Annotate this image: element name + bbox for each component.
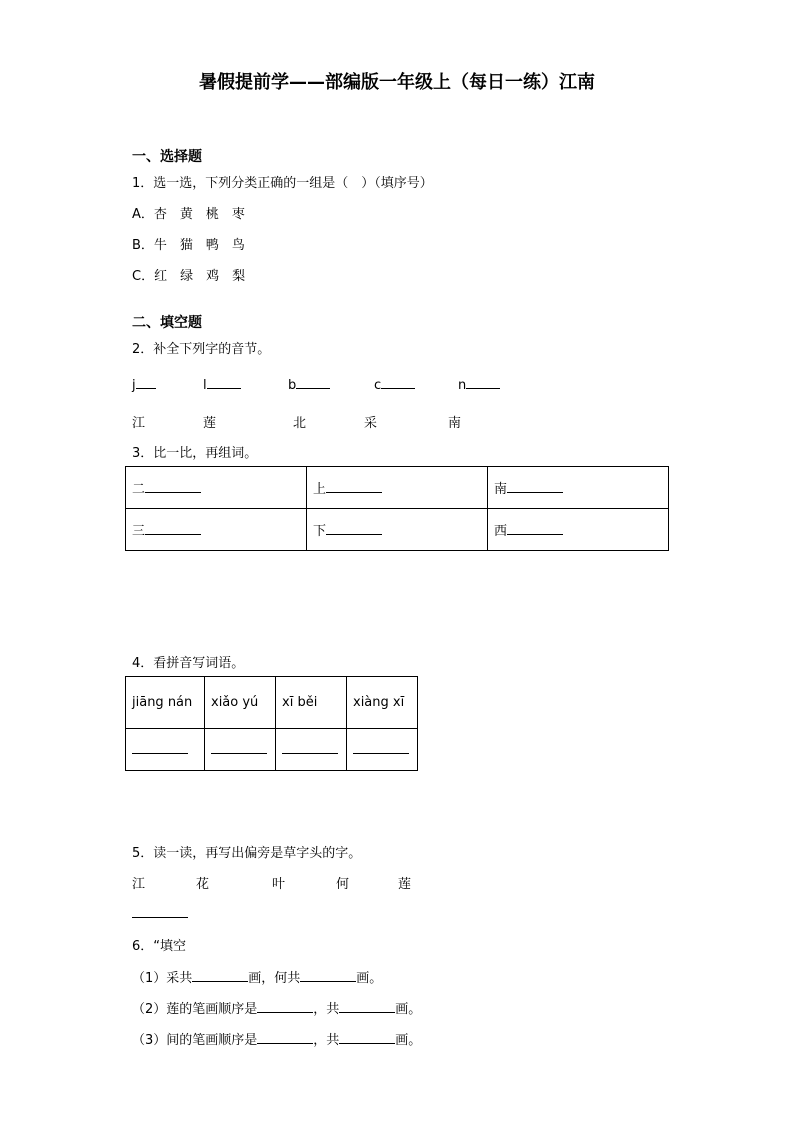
page-title: 暑假提前学——部编版一年级上（每日一练）江南 — [199, 72, 595, 93]
answer-blank[interactable] — [211, 741, 267, 754]
pinyin-cell: xiàng xī — [347, 677, 418, 729]
question-1-stem: 1．选一选，下列分类正确的一组是（ ）（填序号） — [132, 176, 433, 191]
question-5-stem: 5．读一读，再写出偏旁是草字头的字。 — [132, 846, 362, 861]
character: 叶 — [272, 877, 286, 892]
answer-cell — [276, 729, 347, 771]
question-1-option-b: B．牛 猫 鸭 鸟 — [132, 238, 245, 253]
character: 莲 — [203, 416, 217, 431]
answer-blank[interactable] — [136, 376, 156, 389]
table-cell: 西 — [488, 509, 669, 551]
character: 江 — [132, 416, 146, 431]
answer-blank[interactable] — [300, 969, 356, 982]
pinyin-cell: xī běi — [276, 677, 347, 729]
character: 莲 — [398, 877, 412, 892]
answer-blank[interactable] — [339, 1000, 395, 1013]
answer-cell — [347, 729, 418, 771]
question-3-stem: 3．比一比，再组词。 — [132, 446, 258, 461]
question-2-stem: 2．补全下列字的音节。 — [132, 342, 271, 357]
answer-blank[interactable] — [257, 1031, 313, 1044]
pinyin-initial: c — [374, 378, 382, 393]
answer-blank[interactable] — [466, 376, 500, 389]
q6-line-2: （2）莲的笔画顺序是 ，共 画。 — [132, 1002, 422, 1017]
answer-blank[interactable] — [192, 969, 248, 982]
table-cell: 下 — [307, 509, 488, 551]
answer-blank[interactable] — [132, 905, 188, 918]
question-1-option-c: C．红 绿 鸡 梨 — [132, 269, 246, 284]
pinyin-table — [125, 676, 418, 771]
pinyin-item — [374, 376, 415, 393]
question-4-stem: 4．看拼音写词语。 — [132, 656, 245, 671]
answer-blank[interactable] — [145, 480, 201, 493]
answer-blank[interactable] — [507, 480, 563, 493]
character: 北 — [293, 416, 307, 431]
character: 何 — [336, 877, 350, 892]
question-1-option-a: A．杏 黄 桃 枣 — [132, 207, 245, 222]
answer-blank[interactable] — [207, 376, 241, 389]
answer-blank[interactable] — [507, 522, 563, 535]
question-6-stem: 6．“填空 — [132, 939, 187, 954]
pinyin-item — [203, 376, 241, 393]
table-cell: 上 — [307, 467, 488, 509]
section-heading-fill: 二、填空题 — [132, 315, 202, 331]
section-heading-choice: 一、选择题 — [132, 149, 202, 165]
table-cell: 南 — [488, 467, 669, 509]
pinyin-cell: xiǎo yú — [205, 677, 276, 729]
answer-blank[interactable] — [339, 1031, 395, 1044]
q6-line-3: （3）间的笔画顺序是 ，共 画。 — [132, 1033, 422, 1048]
pinyin-item — [458, 376, 500, 393]
answer-blank[interactable] — [381, 376, 415, 389]
answer-blank[interactable] — [145, 522, 201, 535]
pinyin-initial: n — [458, 378, 467, 393]
table-cell: 二 — [126, 467, 307, 509]
answer-blank[interactable] — [353, 741, 409, 754]
answer-cell — [205, 729, 276, 771]
answer-blank[interactable] — [282, 741, 338, 754]
answer-blank[interactable] — [257, 1000, 313, 1013]
character: 江 — [132, 877, 146, 892]
answer-blank[interactable] — [326, 522, 382, 535]
answer-cell — [126, 729, 205, 771]
pinyin-initial: l — [203, 378, 207, 393]
character: 花 — [196, 877, 210, 892]
pinyin-item — [132, 376, 156, 393]
character: 采 — [364, 416, 378, 431]
table-cell: 三 — [126, 509, 307, 551]
pinyin-item — [288, 376, 330, 393]
answer-blank[interactable] — [132, 741, 188, 754]
compare-table — [125, 466, 669, 551]
q6-line-1: （1）采共 画，何共 画。 — [132, 971, 383, 986]
character: 南 — [448, 416, 462, 431]
answer-blank[interactable] — [326, 480, 382, 493]
pinyin-initial: j — [132, 378, 136, 393]
pinyin-cell: jiāng nán — [126, 677, 205, 729]
answer-blank[interactable] — [296, 376, 330, 389]
pinyin-initial: b — [288, 378, 297, 393]
